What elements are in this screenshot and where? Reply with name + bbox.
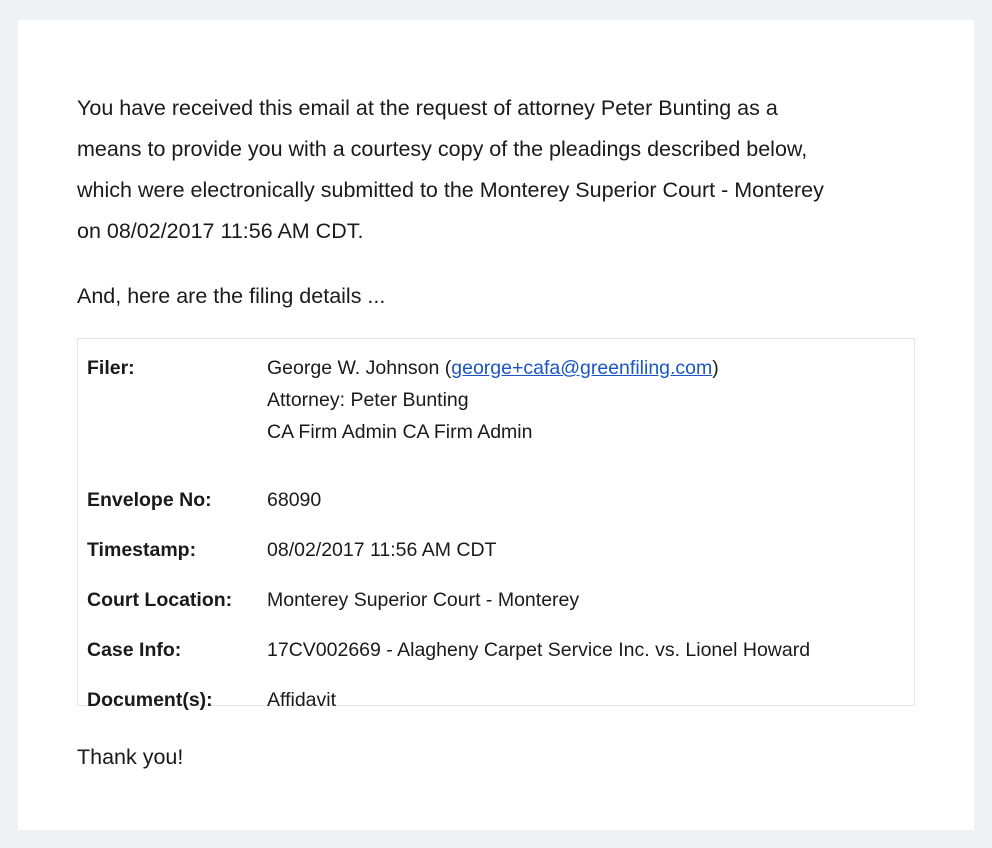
filer-attorney: Attorney: Peter Bunting bbox=[267, 389, 469, 411]
envelope-label: Envelope No: bbox=[87, 489, 212, 511]
case-info-value: 17CV002669 - Alagheny Carpet Service Inc. vs. Lionel Howard bbox=[267, 639, 811, 661]
intro-paragraph bbox=[77, 88, 927, 252]
filer-label: Filer: bbox=[87, 357, 135, 379]
email-body-card bbox=[18, 20, 974, 830]
filing-details-lead: And, here are the filing details ... bbox=[77, 284, 386, 308]
timestamp-value: 08/02/2017 11:56 AM CDT bbox=[267, 539, 497, 561]
court-location-label: Court Location: bbox=[87, 589, 233, 611]
documents-value: Affidavit bbox=[267, 689, 337, 711]
documents-label: Document(s): bbox=[87, 689, 213, 711]
closing-text: Thank you! bbox=[77, 745, 184, 769]
court-location-value: Monterey Superior Court - Monterey bbox=[267, 589, 580, 611]
timestamp-label: Timestamp: bbox=[87, 539, 197, 561]
filer-name: George W. Johnson ( bbox=[267, 357, 452, 379]
filer-email-link[interactable]: george+cafa@greenfiling.com bbox=[451, 357, 713, 379]
intro-line: which were electronically submitted to the Monterey Superior Court - Monterey bbox=[77, 178, 824, 202]
case-info-label: Case Info: bbox=[87, 639, 182, 661]
filer-value bbox=[267, 352, 719, 448]
envelope-value: 68090 bbox=[267, 489, 322, 511]
intro-line: on 08/02/2017 11:56 AM CDT. bbox=[77, 219, 364, 243]
filer-name-line bbox=[267, 352, 719, 384]
filing-details-table bbox=[77, 338, 915, 711]
filer-name-suffix: ) bbox=[712, 357, 719, 379]
filer-firm: CA Firm Admin CA Firm Admin bbox=[267, 421, 533, 443]
intro-line: means to provide you with a courtesy copy of the pleadings described below, bbox=[77, 137, 808, 161]
intro-line: You have received this email at the request of attorney Peter Bunting as a bbox=[77, 96, 778, 120]
